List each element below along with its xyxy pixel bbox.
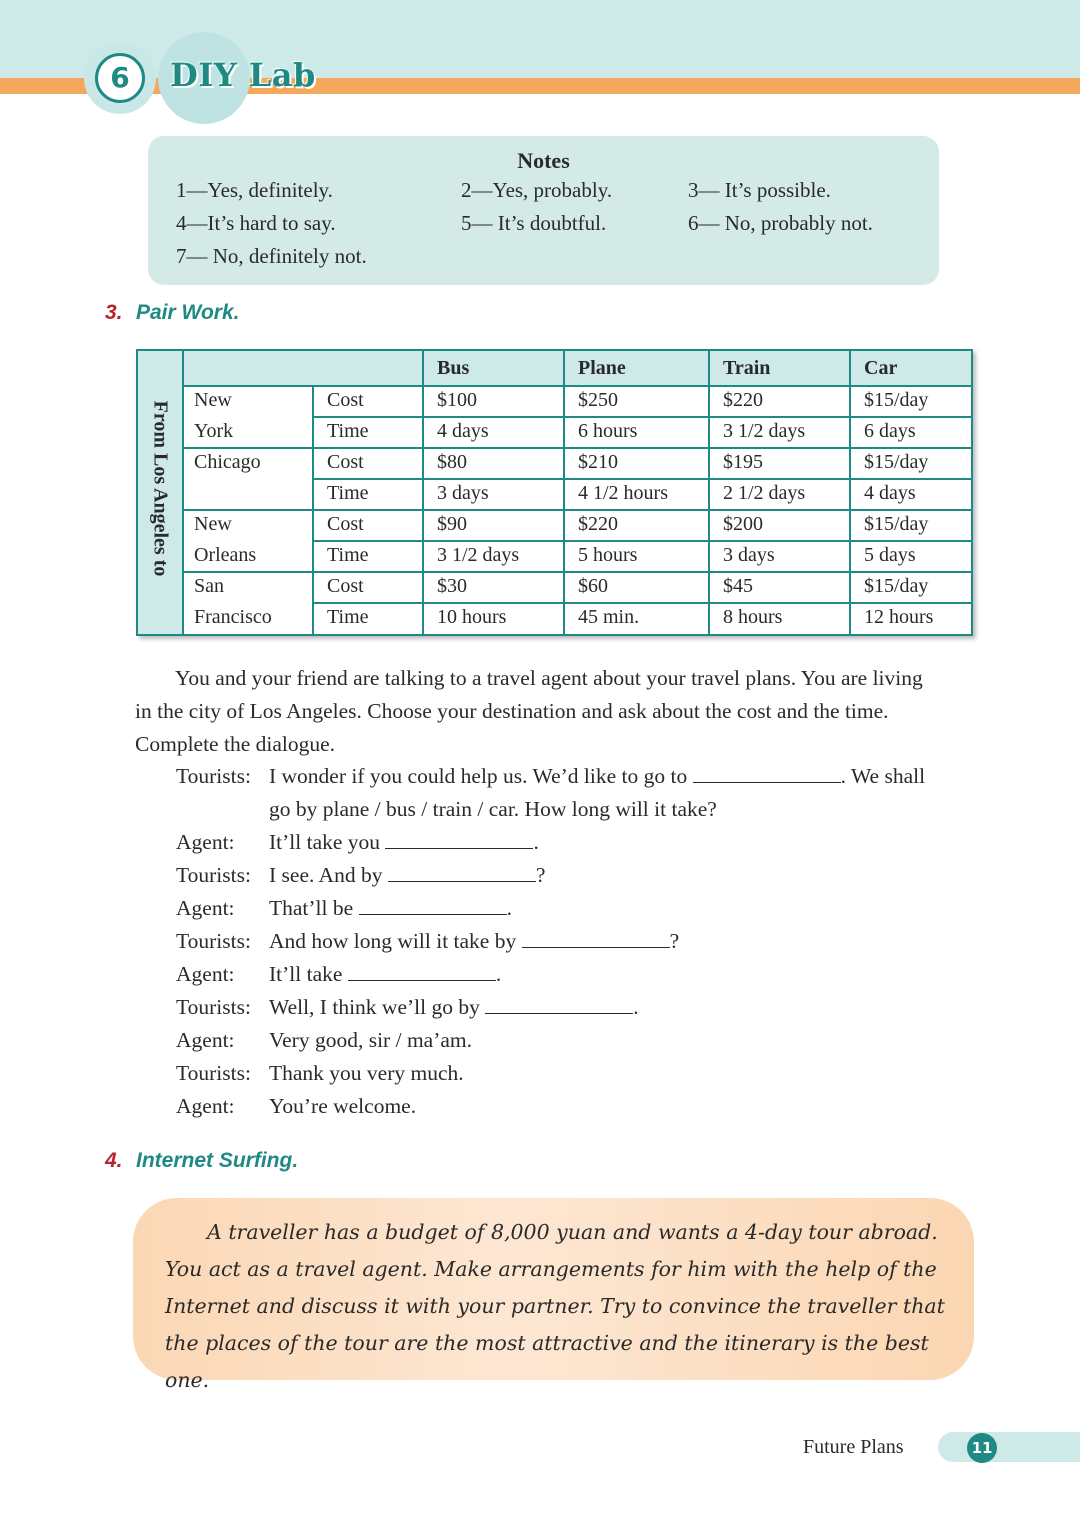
note-item: 4—It’s hard to say. (176, 211, 336, 235)
dialogue-line: Thank you very much. (269, 1061, 464, 1085)
table-cell: 5 hours (578, 544, 638, 566)
table-cell: $220 (723, 389, 763, 411)
dialogue-speaker: Tourists: (176, 929, 251, 953)
table-city: New (194, 513, 232, 535)
table-city: Orleans (194, 544, 257, 566)
notes-title: Notes (517, 148, 570, 173)
dialogue-blank[interactable] (388, 863, 536, 882)
lesson-number: 6 (95, 53, 145, 103)
table-cell: $60 (578, 575, 608, 597)
table-cell: $80 (437, 451, 467, 473)
table-cell: 4 days (864, 482, 916, 504)
dialogue-speaker: Agent: (176, 962, 235, 986)
table-city: York (194, 420, 234, 442)
table-cell: $200 (723, 513, 763, 535)
table-cell: 3 days (723, 544, 775, 566)
dialogue-blank[interactable] (522, 929, 670, 948)
dialogue-speaker: Tourists: (176, 995, 251, 1019)
internet-task-text: A traveller has a budget of 8,000 yuan and wants a 4-day tour abroad. You act as a travel agent. Make arrangements for him with the help of the Internet and discuss it with your partner. Try to convince the traveller that the places of the tour are the most attractive and the itinerary is the best one. (165, 1220, 945, 1392)
table-city: Chicago (194, 451, 261, 473)
exercise-title: Internet Surfing. (136, 1149, 299, 1172)
dialogue-speaker: Agent: (176, 896, 235, 920)
table-side-label: From Los Angeles to (149, 400, 172, 577)
table-cell: 4 days (437, 420, 489, 442)
table-cell: 12 hours (864, 606, 934, 628)
table-cell: 3 days (437, 482, 489, 504)
dialogue-line: Well, I think we’ll go by . (269, 995, 639, 1019)
table-cell: 6 hours (578, 420, 638, 442)
dialogue-blank[interactable] (385, 830, 533, 849)
table-header-bus: Bus (437, 357, 470, 379)
table-cell: $30 (437, 575, 467, 597)
dialogue-speaker: Agent: (176, 1094, 235, 1118)
dialogue-blank[interactable] (359, 896, 507, 915)
footer-unit-title: Future Plans (803, 1436, 904, 1458)
table-city: New (194, 389, 232, 411)
internet-task-box (133, 1198, 974, 1392)
dialogue-line: It’ll take you . (269, 830, 539, 854)
dialogue-blank[interactable] (693, 764, 841, 783)
table-cell: Cost (327, 389, 364, 411)
table-cell: $100 (437, 389, 477, 411)
footer-tab (938, 1432, 1080, 1462)
instruction-line: Complete the dialogue. (135, 732, 336, 756)
dialogue-blank[interactable] (485, 995, 633, 1014)
table-cell: $15/day (864, 451, 929, 473)
page-number: 11 (967, 1433, 997, 1463)
dialogue-speaker: Agent: (176, 830, 235, 854)
table-cell: $220 (578, 513, 618, 535)
dialogue-line: It’ll take . (269, 962, 502, 986)
table-cell: $15/day (864, 389, 929, 411)
table-cell: $15/day (864, 513, 929, 535)
exercise-number: 3. (105, 301, 123, 324)
table-header-car: Car (864, 357, 898, 379)
note-item: 5— It’s doubtful. (461, 211, 607, 235)
instruction-line: in the city of Los Angeles. Choose your destination and ask about the cost and the time. (135, 699, 889, 723)
dialogue-line: And how long will it take by ? (269, 929, 680, 953)
table-cell: $15/day (864, 575, 929, 597)
table-city: Francisco (194, 606, 272, 628)
table-cell: $45 (723, 575, 753, 597)
table-cell: 5 days (864, 544, 916, 566)
table-cell: 3 1/2 days (437, 544, 520, 566)
table-header-plane: Plane (578, 357, 626, 379)
table-cell: Time (327, 544, 369, 566)
table-city: San (194, 575, 224, 597)
table-cell: Cost (327, 575, 364, 597)
dialogue-line: I see. And by ? (269, 863, 546, 887)
table-cell: Time (327, 420, 369, 442)
dialogue-line: You’re welcome. (269, 1094, 417, 1118)
exercise-number: 4. (105, 1149, 123, 1172)
table-header-train: Train (723, 357, 771, 379)
table-cell: 8 hours (723, 606, 783, 628)
exercise-title: Pair Work. (136, 301, 240, 324)
notes-box (148, 136, 939, 285)
dialogue-speaker: Tourists: (176, 863, 251, 887)
table-cell: 4 1/2 hours (578, 482, 668, 504)
dialogue-line: That’ll be . (269, 896, 512, 920)
dialogue-line: Very good, sir / ma’am. (269, 1028, 473, 1052)
dialogue-line: go by plane / bus / train / car. How long will it take? (269, 797, 717, 821)
table-cell: 2 1/2 days (723, 482, 806, 504)
dialogue-line: I wonder if you could help us. We’d like to go to . We shall (269, 764, 926, 788)
section-title: DIY Lab (170, 56, 316, 94)
table-cell: Cost (327, 451, 364, 473)
table-side-cell (138, 351, 184, 634)
table-cell: 3 1/2 days (723, 420, 806, 442)
note-item: 3— It’s possible. (688, 178, 831, 202)
table-cell: 10 hours (437, 606, 507, 628)
table-cell: Time (327, 482, 369, 504)
dialogue-speaker: Tourists: (176, 764, 251, 788)
instruction-line: You and your friend are talking to a travel agent about your travel plans. You are living (175, 666, 923, 690)
note-item: 2—Yes, probably. (461, 178, 613, 202)
table-cell: 45 min. (578, 606, 640, 628)
dialogue-blank[interactable] (348, 962, 496, 981)
note-item: 1—Yes, definitely. (176, 178, 333, 202)
table-cell: 6 days (864, 420, 916, 442)
note-item: 7— No, definitely not. (176, 244, 367, 268)
table-cell: $195 (723, 451, 763, 473)
dialogue-speaker: Tourists: (176, 1061, 251, 1085)
table-cell: $250 (578, 389, 618, 411)
dialogue-speaker: Agent: (176, 1028, 235, 1052)
travel-table (136, 349, 973, 636)
table-cell: $210 (578, 451, 618, 473)
table-cell: Time (327, 606, 369, 628)
table-cell: $90 (437, 513, 467, 535)
table-cell: Cost (327, 513, 364, 535)
note-item: 6— No, probably not. (688, 211, 873, 235)
